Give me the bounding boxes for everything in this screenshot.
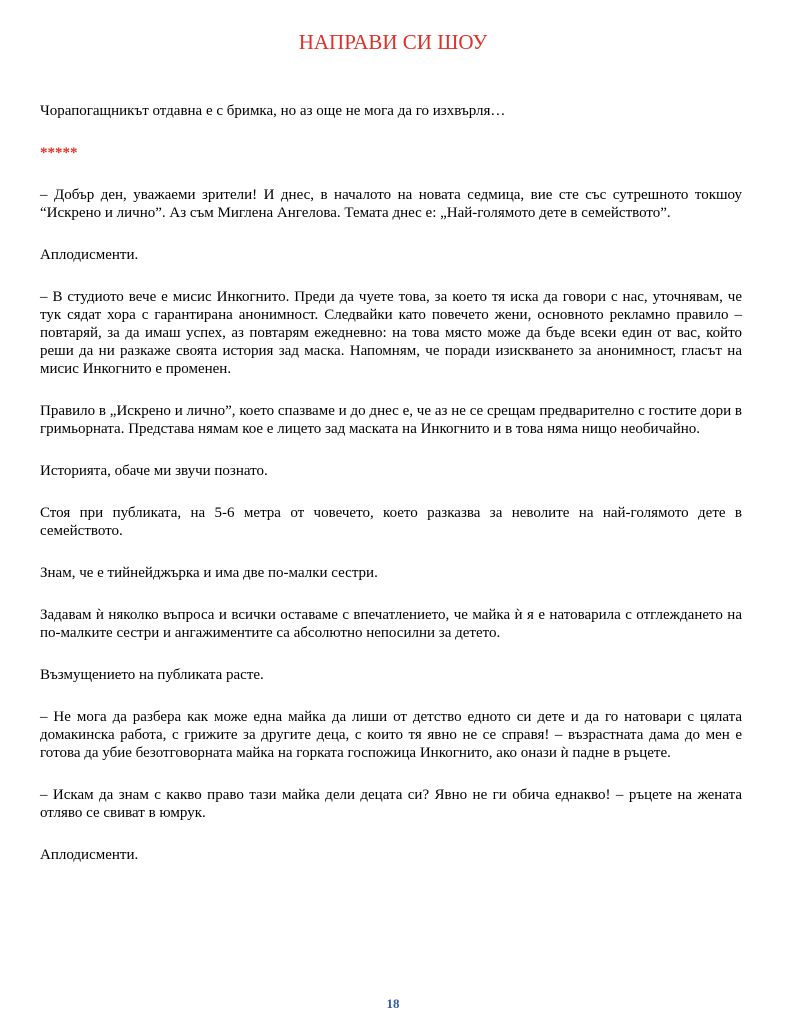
page-number: 18 [386,996,400,1011]
paragraph: – В студиото вече е мисис Инкогнито. Преди да чуете това, за което тя иска да говори с нас, уточнявам, че тук сядат хора с гарантирана анонимност. Следвайки като повечето жени, основното рекламно правило – повтаряй, за да имаш успех, аз повтарям ежедневно: на това място може да бъде всеки един от вас, който реши да ни разкаже своята история зад маска. Напомням, че поради изискването за анонимност, гласът на мисис Инкогнито е променен. [40,289,742,377]
paragraph: Аплодисменти. [40,847,139,863]
paragraph: Историята, обаче ми звучи познато. [40,463,268,479]
paragraph: Стоя при публиката, на 5-6 метра от човечето, което разказва за неволите на най-голямото дете в семейството. [40,505,742,539]
section-separator: ***** [40,145,78,161]
page-title: НАПРАВИ СИ ШОУ [298,30,488,54]
document-body [40,102,742,864]
paragraph: – Не мога да разбера как може една майка да лиши от детство едното си дете и да го натовари с цялата домакинска работа, с грижите за другите деца, с които тя явно не се справя! – възрастната дама до мен е готова да убие безотговорната майка на горката госпожица Инкогнито, ако онази ѝ падне в ръцете. [40,709,742,761]
paragraph: – Добър ден, уважаеми зрители! И днес, в началото на новата седмица, вие сте със сутрешното токшоу “Искрено и лично”. Аз съм Миглена Ангелова. Темата днес е: „Най-голямото дете в семейството”. [40,187,742,221]
paragraph: – Искам да знам с какво право тази майка дели децата си? Явно не ги обича еднакво! – ръцете на жената отляво се свиват в юмрук. [40,787,742,821]
paragraph: Задавам ѝ няколко въпроса и всички оставаме с впечатлението, че майка ѝ я е натоварила с отглеждането на по-малките сестри и ангажиментите са абсолютно непосилни за детето. [40,607,742,641]
paragraph: Възмущението на публиката расте. [40,667,264,683]
paragraph: Правило в „Искрено и лично”, което спазваме и до днес е, че аз не се срещам предварително с гостите дори в гримьорната. Представа нямам кое е лицето зад маската на Инкогнито и в това няма нищо необичайно. [40,403,742,437]
paragraph: Знам, че е тийнейджърка и има две по-малки сестри. [40,565,378,581]
paragraph-intro: Чорапогащникът отдавна е с бримка, но аз още не мога да го изхвърля… [40,103,506,119]
paragraph: Аплодисменти. [40,247,139,263]
